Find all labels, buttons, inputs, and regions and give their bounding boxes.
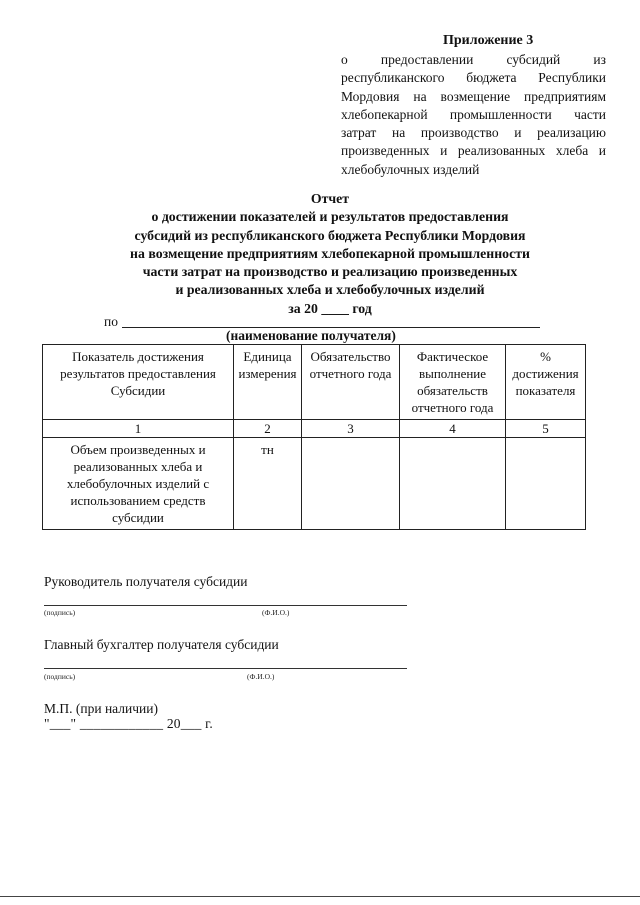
obligation-cell[interactable] (302, 438, 400, 530)
column-number: 4 (400, 420, 506, 438)
column-header: Единица измерения (234, 345, 302, 420)
po-label: по (104, 314, 118, 329)
accountant-fio-caption: (Ф.И.О.) (247, 672, 275, 681)
table-number-row (43, 420, 586, 438)
column-header: Обязательство отчетного года (302, 345, 400, 420)
report-table (42, 344, 586, 530)
appendix-line: хлебобулочных изделий (341, 161, 480, 177)
column-number: 2 (234, 420, 302, 438)
column-header: Показатель достижения результатов предоставления Субсидии (43, 345, 234, 420)
unit-cell: тн (234, 438, 302, 530)
date-line[interactable]: "___" ____________ 20___ г. (44, 716, 213, 731)
report-title-line: субсидий из республиканского бюджета Республики Мордовия (134, 227, 526, 243)
percent-cell[interactable] (506, 438, 586, 530)
appendix-title: Приложение 3 (443, 33, 534, 48)
report-title-line: и реализованных хлеба и хлебобулочных изделий (175, 282, 485, 298)
report-title-line: части затрат на производство и реализацию произведенных (142, 264, 518, 280)
table-row (43, 438, 586, 530)
head-fio-caption: (Ф.И.О.) (262, 608, 290, 617)
stamp-label: М.П. (при наличии) (44, 701, 158, 716)
appendix-line: хлебопекарной промышленности части (341, 106, 606, 122)
page-bottom-rule (0, 896, 640, 897)
accountant-label: Главный бухгалтер получателя субсидии (44, 637, 279, 652)
appendix-line: затрат на производство и реализацию (341, 125, 606, 141)
column-header: % достижения показателя (506, 345, 586, 420)
report-heading (40, 190, 620, 318)
accountant-signature-line[interactable] (44, 668, 407, 669)
appendix-line: о предоставлении субсидий из (341, 52, 606, 67)
column-number: 1 (43, 420, 234, 438)
column-number: 3 (302, 420, 400, 438)
appendix-text (341, 51, 606, 179)
indicator-cell: Объем произведенных и реализованных хлеба и хлебобулочных изделий с использованием средств субсидии (43, 438, 234, 530)
actual-cell[interactable] (400, 438, 506, 530)
report-title-line: на возмещение предприятиям хлебопекарной промышленности (130, 245, 530, 261)
report-title: Отчет (310, 191, 350, 206)
head-sign-caption: (подпись) (44, 608, 76, 617)
column-header: Фактическое выполнение обязательств отчетного года (400, 345, 506, 420)
report-title-line: о достижении показателей и результатов предоставления (151, 209, 509, 225)
appendix-line: республиканского бюджета Республики (341, 70, 606, 86)
appendix-line: произведенных и реализованных хлеба и (341, 143, 606, 159)
accountant-sign-caption: (подпись) (44, 672, 76, 681)
head-label: Руководитель получателя субсидии (44, 574, 248, 589)
column-number: 5 (506, 420, 586, 438)
appendix-line: Мордовия на возмещение предприятиям (341, 88, 606, 104)
table-header-row (43, 345, 586, 420)
head-signature-line[interactable] (44, 605, 407, 606)
report-year-line: за 20 ____ год (288, 300, 372, 316)
recipient-caption: (наименование получателя) (226, 328, 396, 343)
